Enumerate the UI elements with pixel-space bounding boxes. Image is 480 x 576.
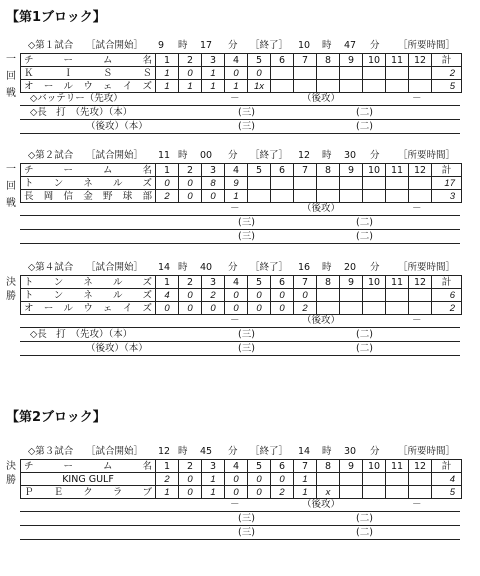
duration-label: ［所要時間］: [398, 446, 456, 457]
inning-header: 9: [340, 460, 363, 473]
extra-hits-row: [20, 121, 460, 134]
inning-score: 0: [271, 289, 294, 302]
inning-header: 5: [248, 54, 271, 67]
double-label: (二): [356, 513, 373, 524]
double-label: (二): [356, 329, 373, 340]
inning-score: 0: [202, 190, 225, 203]
inning-score: 1: [225, 80, 248, 93]
battery-row: [20, 93, 460, 106]
inning-score: [294, 67, 317, 80]
round-label: [4, 461, 18, 489]
inning-header: 9: [340, 164, 363, 177]
team-name: オールウェイズ: [21, 302, 156, 315]
inning-score: 2: [202, 289, 225, 302]
end-hour: 14: [298, 446, 311, 457]
inning-header: 3: [202, 164, 225, 177]
start-hour: 14: [158, 262, 171, 273]
inning-header: 10: [363, 54, 386, 67]
start-label: ［試合開始］: [86, 446, 144, 457]
inning-score: 2: [294, 302, 317, 315]
inning-score: [271, 67, 294, 80]
double-label: (二): [356, 217, 373, 228]
extra-hit-top-label: ◇長 打 （先攻）（本）: [30, 329, 133, 340]
inning-score: 0: [225, 486, 248, 499]
start-minute: 17: [200, 40, 213, 51]
triple-label: (三): [238, 513, 255, 524]
double-label: (二): [356, 527, 373, 538]
inning-header: 5: [248, 164, 271, 177]
minute-unit: 分: [228, 150, 238, 161]
team-row: [21, 177, 462, 190]
inning-score: x: [317, 486, 340, 499]
inning-header: 8: [317, 54, 340, 67]
inning-score: [340, 190, 363, 203]
duration-label: ［所要時間］: [398, 150, 456, 161]
double-label: (二): [356, 121, 373, 132]
round-label-char: 一: [6, 54, 16, 65]
end-minute: 47: [344, 40, 357, 51]
inning-score: [248, 190, 271, 203]
dash: －: [412, 203, 422, 214]
end-minute: 30: [344, 150, 357, 161]
hour-unit: 時: [178, 446, 188, 457]
inning-header: 5: [248, 276, 271, 289]
inning-header: 1: [156, 276, 179, 289]
inning-score: [271, 177, 294, 190]
total-score: 4: [432, 473, 462, 486]
end-label: ［終了］: [250, 150, 289, 161]
inning-score: [294, 190, 317, 203]
end-label: ［終了］: [250, 262, 289, 273]
inning-score: [363, 473, 386, 486]
inning-score: [386, 80, 409, 93]
extra-hit-bottom-label: （後攻）（本）: [86, 343, 148, 354]
inning-score: 0: [248, 67, 271, 80]
total-header: 計: [432, 164, 462, 177]
start-label: ［試合開始］: [86, 150, 144, 161]
total-score: 3: [432, 190, 462, 203]
inning-score: 1: [156, 486, 179, 499]
round-label: [4, 277, 18, 305]
bottom-label: （後攻）: [302, 203, 341, 214]
inning-score: [363, 80, 386, 93]
scoreboard-table: [20, 275, 462, 315]
inning-score: 2: [271, 486, 294, 499]
inning-header: 10: [363, 460, 386, 473]
inning-header: 7: [294, 164, 317, 177]
inning-score: [409, 289, 432, 302]
hour-unit: 時: [178, 150, 188, 161]
inning-score: [409, 190, 432, 203]
inning-score: 0: [179, 177, 202, 190]
inning-header: 1: [156, 460, 179, 473]
inning-header: 6: [271, 164, 294, 177]
extra-hit-bottom-label: （後攻）（本）: [86, 121, 148, 132]
inning-score: 0: [156, 177, 179, 190]
inning-header: 4: [225, 460, 248, 473]
inning-score: [294, 80, 317, 93]
start-label: ［試合開始］: [86, 40, 144, 51]
inning-score: [248, 177, 271, 190]
triple-label: (三): [238, 231, 255, 242]
triple-label: (三): [238, 329, 255, 340]
end-hour: 10: [298, 40, 311, 51]
inning-header: 6: [271, 276, 294, 289]
total-score: 5: [432, 486, 462, 499]
start-hour: 12: [158, 446, 171, 457]
scoreboard-table: [20, 53, 462, 93]
inning-score: [363, 190, 386, 203]
team-row: [21, 80, 462, 93]
total-header: 計: [432, 460, 462, 473]
dash: －: [412, 93, 422, 104]
end-label: ［終了］: [250, 446, 289, 457]
inning-score: [340, 473, 363, 486]
block-1-heading: 【第1ブロック】: [6, 10, 106, 25]
inning-score: [409, 67, 432, 80]
team-column-header: チーム名: [21, 54, 156, 67]
inning-score: 0: [202, 302, 225, 315]
inning-score: 0: [271, 473, 294, 486]
total-score: 2: [432, 67, 462, 80]
triple-label: (三): [238, 217, 255, 228]
inning-score: 0: [248, 302, 271, 315]
inning-score: 9: [225, 177, 248, 190]
inning-score: [409, 473, 432, 486]
inning-score: 0: [294, 289, 317, 302]
inning-score: [271, 190, 294, 203]
round-label-char: 回: [6, 181, 16, 192]
triple-label: (三): [238, 107, 255, 118]
inning-score: [317, 302, 340, 315]
inning-header: 8: [317, 460, 340, 473]
inning-score: [317, 190, 340, 203]
inning-header: 4: [225, 54, 248, 67]
total-score: 6: [432, 289, 462, 302]
inning-score: [386, 190, 409, 203]
duration-label: ［所要時間］: [398, 40, 456, 51]
battery-row: [20, 203, 460, 216]
inning-score: 8: [202, 177, 225, 190]
inning-score: 0: [248, 473, 271, 486]
team-column-header: チーム名: [21, 164, 156, 177]
inning-header: 4: [225, 276, 248, 289]
inning-header: 3: [202, 460, 225, 473]
inning-header: 2: [179, 54, 202, 67]
round-label: [4, 54, 18, 105]
inning-score: 1: [294, 473, 317, 486]
battery-row: [20, 315, 460, 328]
inning-header: 1: [156, 164, 179, 177]
inning-score: 0: [248, 289, 271, 302]
inning-header: 12: [409, 460, 432, 473]
team-name: 長岡信金野球部: [21, 190, 156, 203]
inning-score: 1: [202, 80, 225, 93]
inning-score: 0: [271, 302, 294, 315]
inning-score: 0: [225, 302, 248, 315]
duration-label: ［所要時間］: [398, 262, 456, 273]
hour-unit: 時: [322, 446, 332, 457]
inning-header: 2: [179, 164, 202, 177]
inning-score: [363, 177, 386, 190]
minute-unit: 分: [228, 262, 238, 273]
inning-score: 1: [156, 67, 179, 80]
inning-score: [409, 302, 432, 315]
start-minute: 45: [200, 446, 213, 457]
team-name: トンネルズ: [21, 289, 156, 302]
inning-score: 2: [156, 473, 179, 486]
total-score: 17: [432, 177, 462, 190]
inning-score: [294, 177, 317, 190]
bottom-label: （後攻）: [302, 315, 341, 326]
team-name: ＰＥクラブ: [21, 486, 156, 499]
inning-score: [317, 473, 340, 486]
start-label: ［試合開始］: [86, 262, 144, 273]
round-label-char: 決: [6, 461, 16, 472]
round-label-char: 一: [6, 164, 16, 175]
inning-score: 1: [294, 486, 317, 499]
inning-score: 0: [179, 289, 202, 302]
inning-header: 3: [202, 276, 225, 289]
total-header: 計: [432, 54, 462, 67]
total-score: 2: [432, 302, 462, 315]
double-label: (二): [356, 107, 373, 118]
dash: －: [230, 93, 240, 104]
inning-score: 0: [179, 190, 202, 203]
double-label: (二): [356, 231, 373, 242]
inning-header: 8: [317, 276, 340, 289]
inning-header: 11: [386, 54, 409, 67]
inning-score: 0: [225, 67, 248, 80]
inning-score: 0: [179, 486, 202, 499]
game-label: ◇第２試合: [28, 150, 74, 161]
extra-hits-row: [20, 231, 460, 244]
inning-header: 11: [386, 164, 409, 177]
team-name: トンネルズ: [21, 177, 156, 190]
start-hour: 9: [158, 40, 165, 51]
inning-score: [409, 486, 432, 499]
inning-score: [363, 289, 386, 302]
inning-score: [363, 302, 386, 315]
inning-header: 12: [409, 276, 432, 289]
dash: －: [412, 499, 422, 510]
minute-unit: 分: [370, 150, 380, 161]
inning-score: [340, 302, 363, 315]
inning-score: 1: [225, 190, 248, 203]
hour-unit: 時: [322, 262, 332, 273]
inning-header: 7: [294, 54, 317, 67]
extra-hit-top-label: ◇長 打 （先攻）（本）: [30, 107, 133, 118]
inning-header: 5: [248, 460, 271, 473]
end-hour: 16: [298, 262, 311, 273]
inning-score: 0: [225, 289, 248, 302]
team-column-header: チーム名: [21, 460, 156, 473]
team-name: KING GULF: [21, 473, 156, 486]
inning-header: 2: [179, 276, 202, 289]
team-row: [21, 486, 462, 499]
round-label-char: 戦: [6, 198, 16, 209]
triple-label: (三): [238, 121, 255, 132]
inning-score: [340, 67, 363, 80]
inning-score: [317, 177, 340, 190]
dash: －: [412, 315, 422, 326]
inning-score: [363, 486, 386, 499]
triple-label: (三): [238, 527, 255, 538]
inning-score: 1x: [248, 80, 271, 93]
inning-score: [340, 80, 363, 93]
inning-score: 1: [202, 486, 225, 499]
header-row: [21, 54, 462, 67]
inning-score: [386, 177, 409, 190]
inning-score: 0: [179, 473, 202, 486]
inning-header: 4: [225, 164, 248, 177]
inning-score: 0: [225, 473, 248, 486]
inning-score: 0: [248, 486, 271, 499]
header-row: [21, 164, 462, 177]
inning-header: 10: [363, 276, 386, 289]
inning-header: 2: [179, 460, 202, 473]
game-label: ◇第１試合: [28, 40, 74, 51]
extra-hits-row: [20, 329, 460, 342]
inning-score: 0: [179, 67, 202, 80]
round-label: [4, 164, 18, 215]
bottom-label: （後攻）: [302, 93, 341, 104]
scoreboard-table: [20, 459, 462, 499]
block-2-heading: 【第2ブロック】: [6, 410, 106, 425]
extra-hits-row: [20, 217, 460, 230]
end-minute: 20: [344, 262, 357, 273]
start-minute: 00: [200, 150, 213, 161]
dash: －: [230, 499, 240, 510]
minute-unit: 分: [370, 446, 380, 457]
header-row: [21, 276, 462, 289]
team-row: [21, 289, 462, 302]
inning-score: 1: [202, 67, 225, 80]
inning-score: [386, 473, 409, 486]
minute-unit: 分: [370, 262, 380, 273]
hour-unit: 時: [322, 40, 332, 51]
round-label-char: 回: [6, 71, 16, 82]
double-label: (二): [356, 343, 373, 354]
hour-unit: 時: [322, 150, 332, 161]
round-label-char: 戦: [6, 88, 16, 99]
start-hour: 11: [158, 150, 171, 161]
inning-header: 11: [386, 276, 409, 289]
team-name: ＫＩＳＳ: [21, 67, 156, 80]
inning-score: 0: [179, 302, 202, 315]
total-score: 5: [432, 80, 462, 93]
inning-score: [317, 80, 340, 93]
game-label: ◇第４試合: [28, 262, 74, 273]
dash: －: [230, 315, 240, 326]
team-row: [21, 190, 462, 203]
inning-header: 6: [271, 54, 294, 67]
inning-score: 1: [156, 80, 179, 93]
inning-header: 7: [294, 460, 317, 473]
inning-score: [386, 486, 409, 499]
inning-header: 9: [340, 276, 363, 289]
inning-score: [271, 80, 294, 93]
inning-score: [386, 302, 409, 315]
inning-header: 8: [317, 164, 340, 177]
minute-unit: 分: [370, 40, 380, 51]
extra-hits-row: [20, 343, 460, 356]
bottom-label: （後攻）: [302, 499, 341, 510]
team-name: オールウェイズ: [21, 80, 156, 93]
extra-hits-row: [20, 513, 460, 526]
inning-header: 1: [156, 54, 179, 67]
inning-score: 0: [156, 302, 179, 315]
end-label: ［終了］: [250, 40, 289, 51]
inning-score: 2: [156, 190, 179, 203]
minute-unit: 分: [228, 446, 238, 457]
start-minute: 40: [200, 262, 213, 273]
round-label-char: 勝: [6, 475, 16, 486]
team-row: [21, 473, 462, 486]
inning-score: [386, 67, 409, 80]
inning-header: 10: [363, 164, 386, 177]
inning-score: [340, 486, 363, 499]
dash: －: [230, 203, 240, 214]
inning-score: [340, 177, 363, 190]
game-label: ◇第３試合: [28, 446, 74, 457]
inning-header: 11: [386, 460, 409, 473]
inning-score: [340, 289, 363, 302]
inning-score: [386, 289, 409, 302]
hour-unit: 時: [178, 40, 188, 51]
inning-score: 4: [156, 289, 179, 302]
inning-score: [317, 289, 340, 302]
battery-row: [20, 499, 460, 512]
inning-header: 9: [340, 54, 363, 67]
battery-label: ◇バッテリー（先攻）: [30, 93, 123, 104]
inning-header: 3: [202, 54, 225, 67]
minute-unit: 分: [228, 40, 238, 51]
inning-header: 12: [409, 54, 432, 67]
end-hour: 12: [298, 150, 311, 161]
inning-header: 6: [271, 460, 294, 473]
inning-score: 1: [202, 473, 225, 486]
hour-unit: 時: [178, 262, 188, 273]
round-label-char: 決: [6, 277, 16, 288]
header-row: [21, 460, 462, 473]
inning-header: 7: [294, 276, 317, 289]
inning-header: 12: [409, 164, 432, 177]
inning-score: [409, 80, 432, 93]
inning-score: [363, 67, 386, 80]
inning-score: 1: [179, 80, 202, 93]
team-row: [21, 67, 462, 80]
scoreboard-table: [20, 163, 462, 203]
team-column-header: トンネルズ: [21, 276, 156, 289]
extra-hits-row: [20, 107, 460, 120]
end-minute: 30: [344, 446, 357, 457]
team-row: [21, 302, 462, 315]
inning-score: [409, 177, 432, 190]
inning-score: [317, 67, 340, 80]
round-label-char: 勝: [6, 291, 16, 302]
triple-label: (三): [238, 343, 255, 354]
extra-hits-row: [20, 527, 460, 540]
total-header: 計: [432, 276, 462, 289]
